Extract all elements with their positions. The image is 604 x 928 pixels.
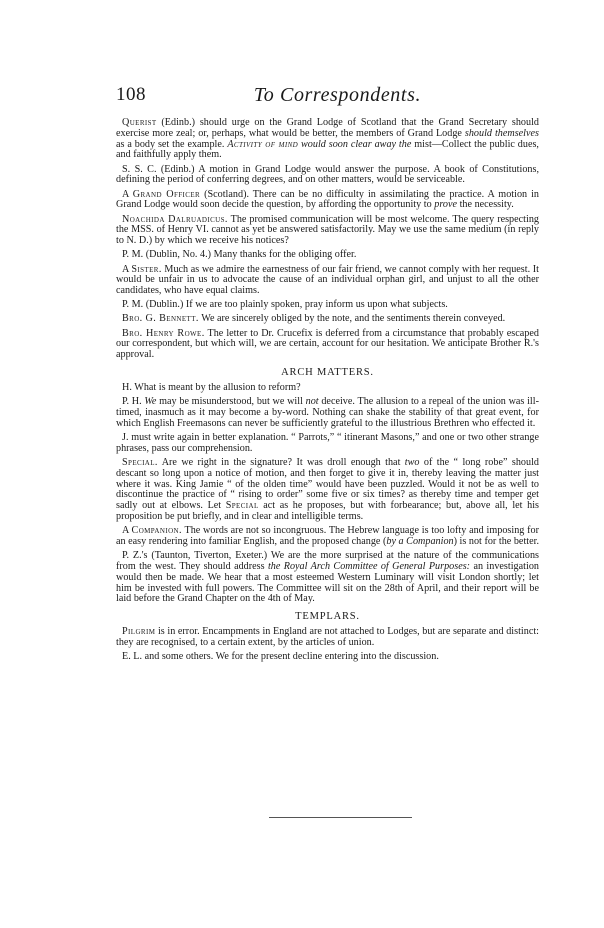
paragraph-text: (Scotland). There can be no difficulty in assimilating the practice. A motion in Grand Lodge would soon decide the question, by affording the opportunity to [116, 188, 540, 211]
paragraph-text: P. M. (Dublin, No. 4.) Many thanks for the obliging offer. [122, 249, 357, 261]
correspondent-paragraph [116, 118, 539, 161]
correspondent-name: Pilgrim [122, 626, 156, 638]
paragraph-text: The words are not so incongruous. The Hebrew language is too lofty and imposing for an easy rendering into familiar English, and the proposed change ( [116, 525, 539, 547]
correspondent-paragraph [116, 165, 539, 187]
paragraph-text: We are sincerely obliged by the note, and the sentiments therein conveyed. [198, 313, 506, 325]
correspondent-name: Special [225, 500, 259, 512]
paragraph-text: would soon clear away the [298, 138, 412, 150]
paragraph-text: A [122, 263, 132, 275]
paragraph-text: an investigation would then be made. We hear that a most esteemed Western Luminary will visit London shortly; let him be invested with full powers. The Committee will sit on the 28th of April, and their report will be laid before the Grand Chapter on the 4th of May. [116, 560, 539, 605]
paragraph-text: mist—Collect the public dues, and faithfully apply them. [116, 138, 539, 161]
paragraph-text: as a body set the example. [116, 138, 228, 150]
paragraph-text: the Royal Arch Committee of General Purposes: [267, 560, 471, 572]
correspondent-name: Companion. [131, 525, 182, 537]
correspondent-paragraph [116, 458, 539, 523]
page-header [116, 84, 539, 108]
paragraph-text: by a Companion [386, 535, 454, 547]
paragraph-text: The promised communication will be most welcome. The query respecting the MSS. of Henry VI. cannot as yet be answered satisfactorily. May we use the same medium (in reply to N. D.) by which we receive his notices? [116, 213, 539, 247]
paragraph-text: the necessity. [457, 199, 514, 211]
paragraph-text: J. must write again in better explanation. “ Parrots,” “ itinerant Masons,” and one or two other strange phrases, pass our comprehension. [116, 432, 539, 454]
paragraph-text: Much as we admire the earnestness of our fair friend, we cannot comply with her request. It would be unfair in us to advocate the cause of an individual orphan girl, and unjust to all the other candidates, who have equal claims. [116, 263, 539, 297]
correspondent-name: Querist [122, 117, 157, 128]
correspondent-paragraph [116, 215, 539, 247]
correspondent-name: Activity of mind [227, 138, 299, 150]
correspondent-paragraph [116, 383, 539, 394]
correspondent-paragraph [116, 526, 539, 548]
correspondent-paragraph [116, 190, 539, 212]
correspondent-name: Special. [122, 457, 158, 469]
paragraph-text: prove [434, 199, 458, 211]
correspondent-paragraph [116, 300, 539, 311]
paragraph-text: deceive. The allusion to a repeal of the union was ill-timed, inasmuch as it may become a by-word. Nothing can shake the stability of that great event, for which English Freemasons can never be sufficiently grateful to the illustrious Brethren who effected it. [116, 396, 539, 429]
correspondent-paragraph [116, 433, 539, 455]
paragraph-text: should themselves [464, 127, 540, 139]
correspondent-name: Noachida Dalruadicus. [122, 213, 228, 225]
paragraph-text: P. Z.'s (Taunton, Tiverton, Exeter.) We are the more surprised at the nature of the communications from the west. They should address [116, 550, 539, 572]
paragraph-text: ) is not for the better. [453, 535, 540, 547]
correspondent-paragraph [116, 314, 539, 325]
paragraph-text: two [404, 457, 420, 469]
correspondent-name: Bro. Henry Rowe. [122, 327, 205, 339]
paragraph-text: P. M. (Dublin.) If we are too plainly spoken, pray inform us upon what subjects. [122, 299, 448, 311]
paragraph-text: We [144, 396, 157, 408]
paragraph-text: The letter to Dr. Crucefix is deferred from a circumstance that probably escaped our correspondent, but which will, we are certain, account for our hesitation. We anticipate Brother R.'s approval. [116, 327, 539, 361]
paragraph-text: P. H. [122, 396, 145, 408]
paragraph-text: of the “ long robe” should descant so long upon a notice of motion, and then forget to give it in, thereby leaving the matter just where it was. King Jamie “ of the olden time” would have been puzzled. Would it not be as well to discontinue the practice of “ rising to order” some five or six times? as thereby time and temper get sadly out at elbows. Let [116, 457, 539, 512]
paragraph-text: is in error. Encampments in England are not attached to Lodges, but are separate and distinct: they are recognised, to a certain extent, by the articles of union. [116, 626, 539, 648]
paragraph-text: A [122, 188, 133, 200]
correspondent-paragraph [116, 551, 539, 605]
paragraph-text: Are we right in the signature? It was droll enough that [157, 457, 405, 469]
section-heading: ARCH MATTERS. [281, 367, 374, 379]
paragraph-text: A [122, 525, 132, 537]
correspondent-paragraph [116, 265, 539, 297]
correspondent-name: Sister. [131, 263, 162, 275]
paragraph-text: E. L. and some others. We for the present decline entering into the discussion. [122, 651, 439, 663]
paragraph-text: (Edinb.) should urge on the Grand Lodge of Scotland that the Grand Secretary should exercise more zeal; or, perhaps, what would be better, the members of Grand Lodge [116, 117, 539, 139]
correspondence-list [116, 118, 539, 361]
page-number: 108 [116, 84, 146, 105]
correspondent-paragraph [116, 652, 539, 663]
correspondent-name: Bro. G. Bennett. [122, 313, 199, 325]
section-heading: TEMPLARS. [295, 611, 360, 623]
paragraph-text: act as he proposes, but with forbearance; but, above all, let his proposition be put briefly, and in clear and intelligible terms. [116, 500, 539, 522]
correspondent-name: Grand Officer [132, 188, 201, 200]
paragraph-text: not [305, 396, 319, 408]
correspondent-paragraph [116, 397, 539, 429]
correspondent-paragraph [116, 250, 539, 261]
paragraph-text: S. S. C. (Edinb.) A motion in Grand Lodge would answer the purpose. A book of Constitutions, defining the period of conferring degrees, and on other matters, would be serviceable. [116, 163, 539, 186]
running-title: To Correspondents. [253, 84, 422, 106]
end-rule [269, 817, 412, 818]
correspondent-paragraph [116, 329, 539, 361]
sections [116, 367, 539, 663]
paragraph-text: H. What is meant by the allusion to reform? [122, 382, 301, 394]
document-page [116, 84, 539, 666]
correspondent-paragraph [116, 627, 539, 649]
paragraph-text: may be misunderstood, but we will [156, 396, 306, 408]
